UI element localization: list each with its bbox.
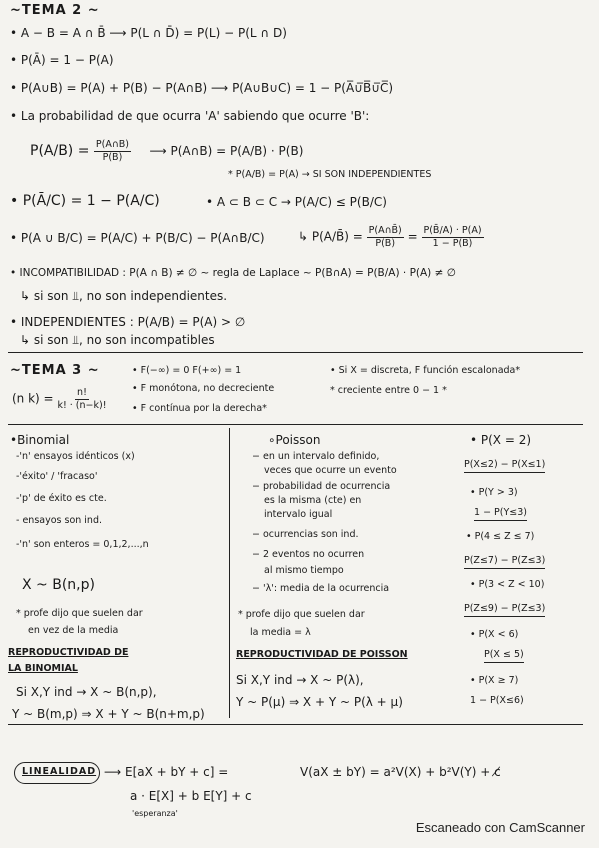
independence-line: • INDEPENDIENTES : P(A/B) = P(A) > ∅ [10,315,246,329]
conditional-formula [30,140,303,162]
cdf-continuity: • F contínua por la derecha* [132,403,267,414]
right-answer: 1 − P(X≤6) [470,695,524,706]
poisson-item: veces que ocurre un evento [264,465,397,476]
tema2-line-diff: • A − B = A ∩ B̄ ⟶ P(L ∩ D̄) = P(L) − P(L ∩ D) [10,26,287,40]
tema2-line-conditional-intro: • La probabilidad de que ocurra 'A' sabiendo que ocurre 'B': [10,109,370,123]
cdf-range: * creciente entre 0 − 1 * [330,385,447,396]
section-divider [8,352,583,353]
cond-complement-num1: P(A∩B̄) [368,225,402,236]
conditional-rhs: ⟶ P(A∩B) = P(A/B) · P(B) [149,144,304,158]
poisson-item: − en un intervalo definido, [252,451,380,462]
binomial-item: -'p' de éxito es cte. [16,493,107,504]
right-question: • P(Y > 3) [470,487,518,498]
binomial-distribution: X ~ B(n,p) [22,577,95,593]
poisson-note-cont: la media = λ [250,627,311,638]
binomial-item: -'éxito' / 'fracaso' [16,471,98,482]
cdf-discrete: • Si X = discreta, F función escalonada* [330,365,521,376]
linealidad-label: LINEALIDAD [22,766,97,777]
combination-den: k! · (n−k)! [57,399,107,411]
binomial-item: -'n' ensayos idénticos (x) [16,451,135,462]
binomial-title: •Binomial [10,433,70,447]
tema2-line-complement: • P(Ā) = 1 − P(A) [10,53,114,67]
expectation-line-1: ⟶ E[aX + bY + c] = [104,765,229,779]
right-answer: P(Z≤7) − P(Z≤3) [464,556,545,569]
cond-complement-formula: ↳ P(A/B̄) = $\frac{P(A\cap B̄)}{P(B̄)}$ = $\frac{P(B̄/A) \cdot P(A)}{1 - P(B)}$ [298,225,482,249]
cond-complement-frac2 [422,226,484,248]
right-question: • P(X < 6) [470,629,519,640]
tema2-title: ~TEMA 2 ~ [10,3,100,18]
right-question: • P(4 ≤ Z ≤ 7) [466,531,535,542]
poisson-note: * profe dijo que suelen dar [238,609,365,620]
binomial-note: * profe dijo que suelen dar [16,608,143,619]
binomial-repro-heading-2: LA BINOMIAL [8,663,78,674]
tema3-title: ~TEMA 3 ~ [10,363,100,378]
poisson-item: es la misma (cte) en [264,495,362,506]
incompatibility-note: ↳ si son ⫫, no son independientes. [20,289,228,303]
tema2-line-union: • P(A∪B) = P(A) + P(B) − P(A∩B) ⟶ P(A∪B∪C) = 1 − P(A̅∪̅B̅∪̅C̅) [10,81,394,95]
poisson-item: − 'λ': media de la ocurrencia [252,583,390,594]
conditional-num: P(A∩B) [95,139,130,150]
cdf-limits: • F(−∞) = 0 F(+∞) = 1 [132,365,242,376]
incompatibility-line: • INCOMPATIBILIDAD : P(A ∩ B) ≠ ∅ ~ regla de Laplace ~ P(B∩A) = P(B/A) · P(A) ≠ ∅ [10,267,456,279]
camscanner-footer: Escaneado con CamScanner [415,820,585,835]
tema2-line-cond-complement: • P(Ā/C) = 1 − P(A/C) [10,193,160,209]
expectation-note: 'esperanza' [132,809,178,818]
variance-line: V(aX ± bY) = a²V(X) + b²V(Y) + c̸ [300,765,501,779]
binomial-item: -'n' son enteros = 0,1,2,...,n [16,539,149,550]
cond-complement-den1: P(B̄) [375,237,396,249]
right-question: • P(X ≥ 7) [470,675,519,686]
poisson-repro-1: Si X,Y ind → X ~ P(λ), [236,673,364,687]
right-answer: P(Z≤9) − P(Z≤3) [464,604,545,617]
cdf-monotone: • F monótona, no decreciente [132,383,275,394]
poisson-title: ∘Poisson [268,433,321,447]
combination-formula [12,388,107,410]
expectation-line-2: a · E[X] + b E[Y] + c [130,789,252,803]
right-answer: P(X ≤ 5) [484,650,524,663]
conditional-den: P(B) [102,151,123,163]
poisson-item: intervalo igual [264,509,333,520]
independence-subnote: ↳ si son ⫫, no son incompatibles [20,333,215,347]
poisson-item: − probabilidad de ocurrencia [252,481,391,492]
cond-complement-den2: 1 − P(B) [432,237,473,249]
combination-lhs: (n k) = [12,391,54,406]
conditional-lhs: P(A/B) = [30,143,90,159]
combination-frac [57,388,106,410]
poisson-item: al mismo tiempo [264,565,344,576]
cond-complement-lhs: ↳ P(A/B̄) = [298,229,363,244]
right-answer: 1 − P(Y≤3) [474,508,527,521]
right-question: • P(X = 2) [470,433,532,447]
poisson-repro-2: Y ~ P(μ) ⇒ X + Y ~ P(λ + μ) [236,695,403,709]
combination-num: n! [77,387,87,398]
poisson-repro-heading: REPRODUCTIVIDAD DE POISSON [236,649,408,660]
binomial-note-cont: en vez de la media [28,625,119,636]
binomial-repro-heading: REPRODUCTIVIDAD DE [8,647,129,658]
tema2-line-cond-union: • P(A ∪ B/C) = P(A/C) + P(B/C) − P(A∩B/C) [10,231,265,245]
poisson-item: − 2 eventos no ocurren [252,549,365,560]
cond-complement-num2: P(B̄/A) · P(A) [423,225,482,236]
column-divider [229,428,230,718]
binomial-item: - ensayos son ind. [16,515,103,526]
independence-note: * P(A/B) = P(A) → SI SON INDEPENDIENTES [228,169,432,180]
poisson-item: − ocurrencias son ind. [252,529,359,540]
right-question: • P(3 < Z < 10) [470,579,545,590]
conditional-fraction [94,140,131,162]
binomial-repro-1: Si X,Y ind → X ~ B(n,p), [16,685,157,699]
tema3-divider [8,424,583,425]
right-answer: P(X≤2) − P(X≤1) [464,460,545,473]
tema2-line-subset: • A ⊂ B ⊂ C → P(A/C) ≤ P(B/C) [206,195,387,209]
bottom-divider [8,724,583,725]
binomial-repro-2: Y ~ B(m,p) ⇒ X + Y ~ B(n+m,p) [12,707,205,721]
cond-complement-frac1 [367,226,404,248]
